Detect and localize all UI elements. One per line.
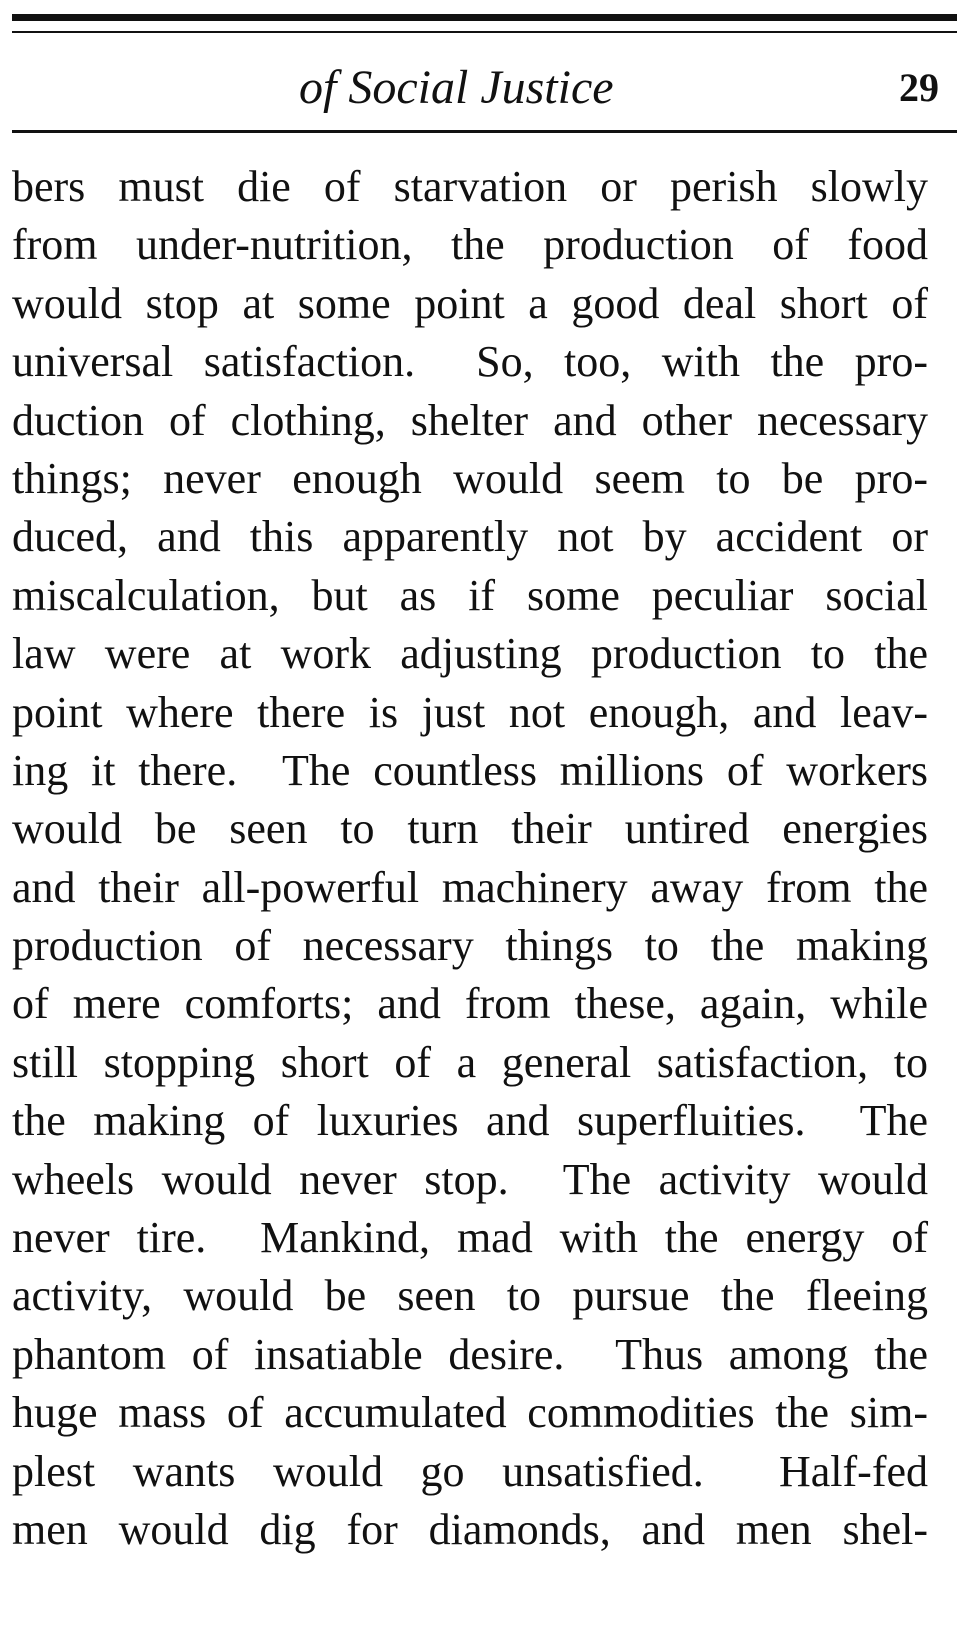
text-line: ing it there. The countless millions of workers xyxy=(12,745,928,795)
header-rule xyxy=(12,130,957,133)
top-thick-rule xyxy=(12,14,957,21)
text-line: point where there is just not enough, and leav- xyxy=(12,687,928,737)
text-line: would stop at some point a good deal short of xyxy=(12,278,928,328)
text-line: miscalculation, but as if some peculiar social xyxy=(12,570,928,620)
text-line: things; never enough would seem to be pro- xyxy=(12,453,928,503)
text-line: the making of luxuries and superfluities. The xyxy=(12,1096,928,1146)
text-line: activity, would be seen to pursue the fleeing xyxy=(12,1271,928,1321)
text-line: would be seen to turn their untired energies xyxy=(12,804,928,854)
text-line: and their all-powerful machinery away from the xyxy=(12,862,928,912)
text-line: duced, and this apparently not by accident or xyxy=(12,512,928,562)
text-line: wheels would never stop. The activity would xyxy=(12,1154,928,1204)
text-line: production of necessary things to the making xyxy=(12,921,928,971)
text-line: duction of clothing, shelter and other necessary xyxy=(12,395,928,445)
text-line: huge mass of accumulated commodities the sim- xyxy=(12,1388,928,1438)
text-line: universal satisfaction. So, too, with the pro- xyxy=(12,337,928,387)
text-line: from under-nutrition, the production of food xyxy=(12,220,928,270)
page-number: 29 xyxy=(899,65,939,110)
text-line: phantom of insatiable desire. Thus among the xyxy=(12,1329,928,1379)
text-line: bers must die of starvation or perish slowly xyxy=(12,162,928,211)
text-line: plest wants would go unsatisfied. Half-fed xyxy=(12,1446,928,1496)
text-line: of mere comforts; and from these, again, while xyxy=(12,979,928,1029)
running-title: of Social Justice xyxy=(299,61,614,114)
body-text xyxy=(12,158,928,1559)
text-line: law were at work adjusting production to the xyxy=(12,629,928,679)
running-head xyxy=(12,58,957,126)
top-thin-rule xyxy=(12,31,957,33)
text-line: men would dig for diamonds, and men shel- xyxy=(12,1504,928,1554)
text-line: never tire. Mankind, mad with the energy of xyxy=(12,1213,928,1263)
text-line: still stopping short of a general satisfaction, to xyxy=(12,1037,928,1087)
